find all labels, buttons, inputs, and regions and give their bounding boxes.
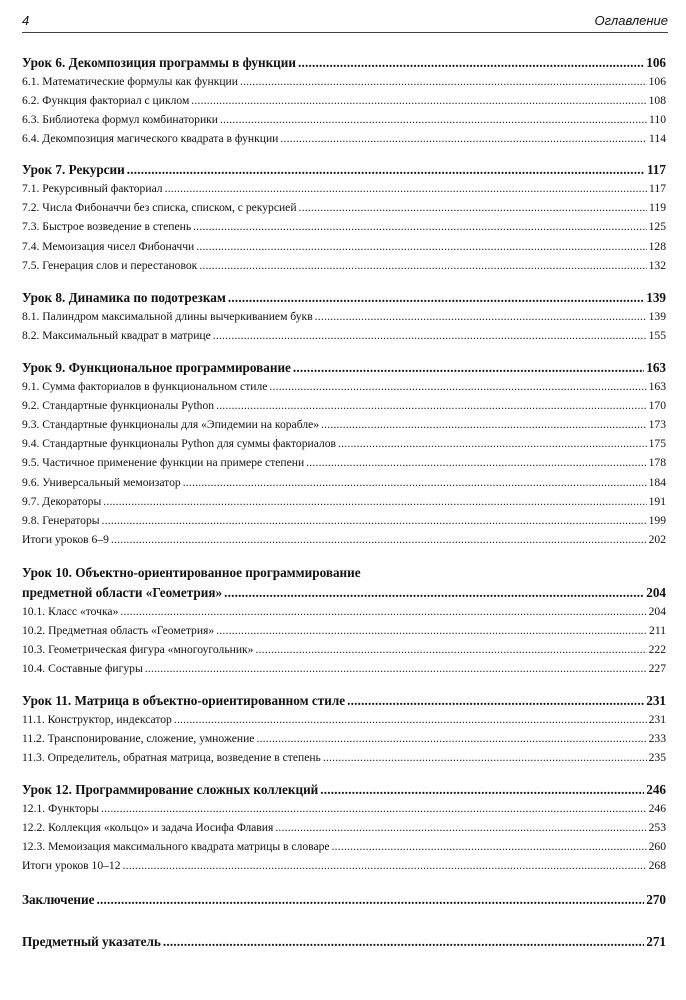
toc-item[interactable]: 9.6. Универсальный мемоизатор ..... 184 bbox=[22, 476, 666, 490]
toc-lesson-10[interactable]: предметной области «Геометрия» ..... 204 bbox=[22, 586, 666, 600]
toc-lesson-6[interactable]: Урок 6. Декомпозиция программы в функции ..... 106 bbox=[22, 56, 666, 70]
toc-item[interactable]: 6.4. Декомпозиция магического квадрата в функции ..... 114 bbox=[22, 132, 666, 146]
toc-lesson-12[interactable]: Урок 12. Программирование сложных коллекций ..... 246 bbox=[22, 783, 666, 797]
toc-item[interactable]: 7.2. Числа Фибоначчи без списка, списком, с рекурсией ..... 119 bbox=[22, 201, 666, 215]
toc-item[interactable]: 8.1. Палиндром максимальной длины вычеркиванием букв ..... 139 bbox=[22, 310, 666, 324]
toc-item[interactable]: 12.1. Функторы ..... 246 bbox=[22, 802, 666, 816]
toc-item[interactable]: 11.3. Определитель, обратная матрица, возведение в степень ..... 235 bbox=[22, 751, 666, 765]
toc-lesson-9[interactable]: Урок 9. Функциональное программирование ..... 163 bbox=[22, 361, 666, 375]
toc-item[interactable]: 12.3. Мемоизация максимального квадрата матрицы в словаре ..... 260 bbox=[22, 840, 666, 854]
toc-item[interactable]: 7.3. Быстрое возведение в степень ..... 125 bbox=[22, 220, 666, 234]
toc-item[interactable]: 7.5. Генерация слов и перестановок ..... 132 bbox=[22, 259, 666, 273]
toc-lesson-7[interactable]: Урок 7. Рекурсии ..... 117 bbox=[22, 163, 666, 177]
toc-item[interactable]: 9.8. Генераторы ..... 199 bbox=[22, 514, 666, 528]
toc-item[interactable]: 7.4. Мемоизация чисел Фибоначчи ..... 128 bbox=[22, 240, 666, 254]
toc-item[interactable]: 10.2. Предметная область «Геометрия» ..... 211 bbox=[22, 624, 666, 638]
toc-item[interactable]: 9.5. Частичное применение функции на примере степени ..... 178 bbox=[22, 456, 666, 470]
toc-lesson-11[interactable]: Урок 11. Матрица в объектно-ориентированном стиле ..... 231 bbox=[22, 694, 666, 708]
toc-item[interactable]: Итоги уроков 6–9 ..... 202 bbox=[22, 533, 666, 547]
toc-item[interactable]: 6.3. Библиотека формул комбинаторики ..... 110 bbox=[22, 113, 666, 127]
toc-conclusion[interactable]: Заключение ..... 270 bbox=[22, 893, 666, 907]
toc-item[interactable]: 7.1. Рекурсивный факториал ..... 117 bbox=[22, 182, 666, 196]
toc-item[interactable]: 10.3. Геометрическая фигура «многоугольник» ..... 222 bbox=[22, 643, 666, 657]
toc-item[interactable]: Итоги уроков 10–12 ..... 268 bbox=[22, 859, 666, 873]
leader-dots bbox=[298, 56, 644, 70]
toc-item[interactable]: 9.3. Стандартные функционалы для «Эпидемии на корабле» ..... 173 bbox=[22, 418, 666, 432]
running-header bbox=[22, 10, 668, 33]
toc-item[interactable]: 10.1. Класс «точка» ..... 204 bbox=[22, 605, 666, 619]
toc-item[interactable]: 11.1. Конструктор, индексатор ..... 231 bbox=[22, 713, 666, 727]
toc-item[interactable]: 6.1. Математические формулы как функции ..... 106 bbox=[22, 75, 666, 89]
toc-item[interactable]: 6.2. Функция факториал с циклом ..... 108 bbox=[22, 94, 666, 108]
toc-item[interactable]: 8.2. Максимальный квадрат в матрице ..... 155 bbox=[22, 329, 666, 343]
toc-item[interactable]: 9.2. Стандартные функционалы Python ..... 170 bbox=[22, 399, 666, 413]
toc-item[interactable]: 10.4. Составные фигуры ..... 227 bbox=[22, 662, 666, 676]
toc-item[interactable]: 9.4. Стандартные функционалы Python для суммы факториалов ..... 175 bbox=[22, 437, 666, 451]
toc-item[interactable]: 9.1. Сумма факториалов в функциональном стиле ..... 163 bbox=[22, 380, 666, 394]
toc-subject-index[interactable]: Предметный указатель ..... 271 bbox=[22, 935, 666, 949]
page-number: 4 bbox=[22, 13, 30, 28]
toc-lesson-8[interactable]: Урок 8. Динамика по подотрезкам ..... 139 bbox=[22, 291, 666, 305]
header-title: Оглавление bbox=[594, 13, 668, 28]
toc-item[interactable]: 12.2. Коллекция «кольцо» и задача Иосифа Флавия ..... 253 bbox=[22, 821, 666, 835]
toc-item[interactable]: 9.7. Декораторы ..... 191 bbox=[22, 495, 666, 509]
toc-item[interactable]: 11.2. Транспонирование, сложение, умножение ..... 233 bbox=[22, 732, 666, 746]
toc-lesson-10-line1: Урок 10. Объектно-ориентированное программирование bbox=[22, 565, 361, 580]
